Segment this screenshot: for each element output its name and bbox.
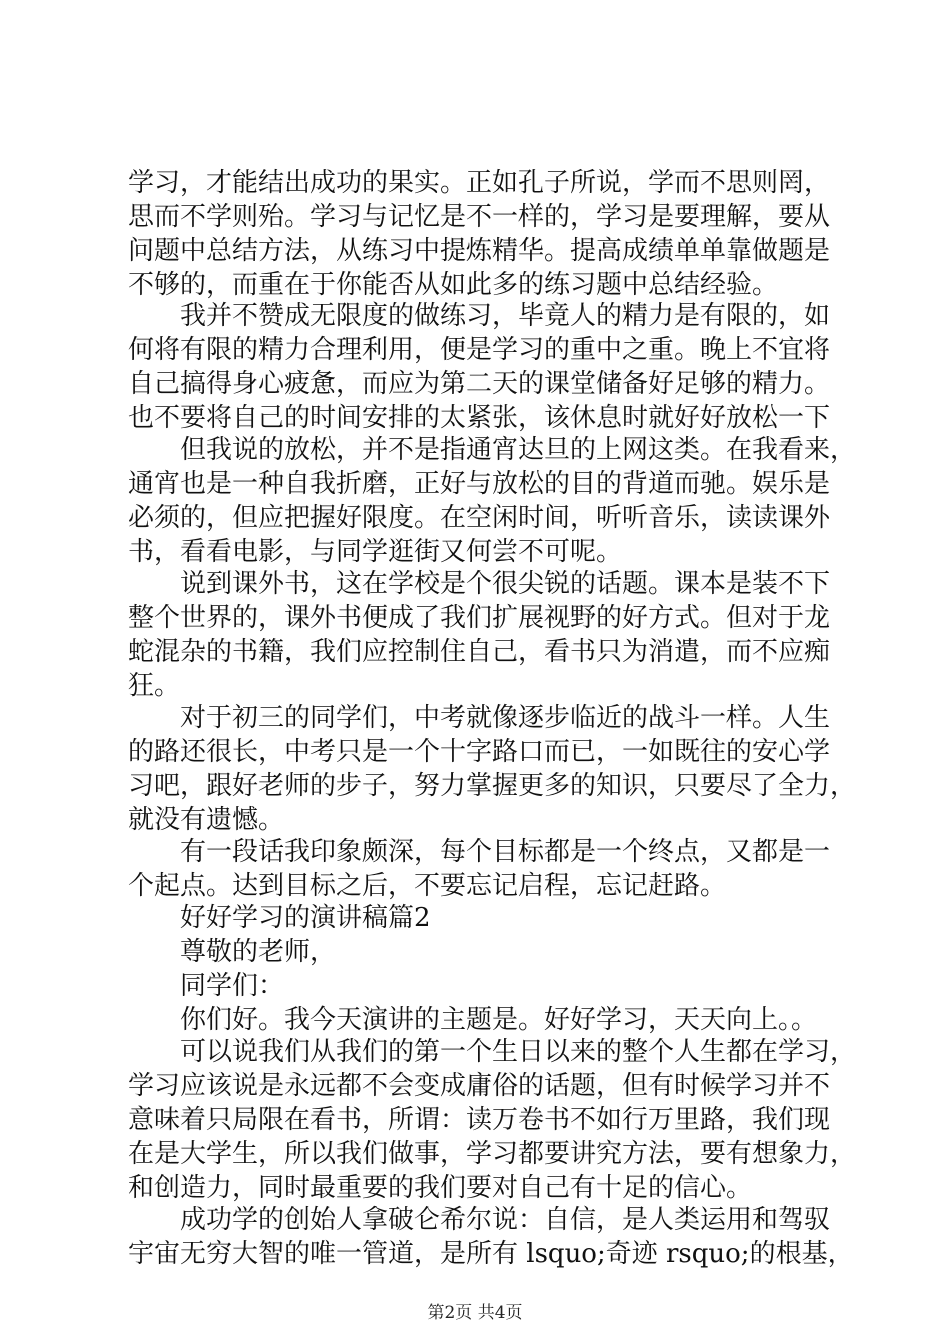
text-line: 对于初三的同学们，中考就像逐步临近的战斗一样。人生: [180, 703, 831, 733]
text-line: 必须的，但应把握好限度。在空闲时间，听听音乐，读读课外: [128, 503, 831, 533]
text-line: 你们好。我今天演讲的主题是。好好学习，天天向上。。: [180, 1005, 818, 1035]
text-line: 通宵也是一种自我折磨，正好与放松的目的背道而驰。娱乐是: [128, 469, 831, 499]
text-line: 蛇混杂的书籍，我们应控制住自己，看书只为消遣，而不应痴: [128, 637, 831, 667]
text-line: 成功学的创始人拿破仑希尔说：自信，是人类运用和驾驭: [180, 1205, 831, 1235]
text-line: 习吧，跟好老师的步子，努力掌握更多的知识，只要尽了全力，: [128, 771, 857, 801]
text-line: 的路还很长，中考只是一个十字路口而已，一如既往的安心学: [128, 737, 831, 767]
text-line: 何将有限的精力合理利用，便是学习的重中之重。晚上不宜将: [128, 335, 831, 365]
text-line: 就没有遗憾。: [128, 805, 285, 835]
text-line: 也不要将自己的时间安排的太紧张，该休息时就好好放松一下: [128, 403, 831, 433]
salutation-line: 同学们：: [180, 971, 285, 1001]
text-line: 书，看看电影，与同学逛街又何尝不可呢。: [128, 537, 623, 567]
text-line: 宇宙无穷大智的唯一管道，是所有 lsquo;奇迹 rsquo;的根基，: [128, 1239, 854, 1269]
text-line: 意味着只局限在看书，所谓：读万卷书不如行万里路，我们现: [128, 1105, 831, 1135]
text-line: 整个世界的，课外书便成了我们扩展视野的好方式。但对于龙: [128, 603, 831, 633]
text-line: 自己搞得身心疲惫，而应为第二天的课堂储备好足够的精力。: [128, 369, 831, 399]
page-number-footer: 第2页 共4页: [427, 1303, 523, 1323]
text-line: 说到课外书，这在学校是个很尖锐的话题。课本是装不下: [180, 569, 831, 599]
text-line: 学习，才能结出成功的果实。正如孔子所说，学而不思则罔，: [128, 168, 831, 198]
text-line: 和创造力，同时最重要的我们要对自己有十足的信心。: [128, 1173, 753, 1203]
text-line: 但我说的放松，并不是指通宵达旦的上网这类。在我看来，: [180, 435, 857, 465]
text-line: 思而不学则殆。学习与记忆是不一样的，学习是要理解，要从: [128, 202, 831, 232]
text-line: 狂。: [128, 671, 181, 701]
text-line: 在是大学生，所以我们做事，学习都要讲究方法，要有想象力，: [128, 1139, 857, 1169]
text-line: 不够的，而重在于你能否从如此多的练习题中总结经验。: [128, 270, 779, 300]
salutation-line: 尊敬的老师，: [180, 937, 337, 967]
text-line: 可以说我们从我们的第一个生日以来的整个人生都在学习，: [180, 1037, 857, 1067]
text-line: 我并不赞成无限度的做练习，毕竟人的精力是有限的，如: [180, 301, 831, 331]
text-line: 有一段话我印象颇深，每个目标都是一个终点，又都是一: [180, 837, 831, 867]
text-line: 学习应该说是永远都不会变成庸俗的话题，但有时候学习并不: [128, 1071, 831, 1101]
text-line: 个起点。达到目标之后，不要忘记启程，忘记赶路。: [128, 871, 727, 901]
text-line: 问题中总结方法，从练习中提炼精华。提高成绩单单靠做题是: [128, 236, 831, 266]
section-heading: 好好学习的演讲稿篇2: [180, 903, 431, 933]
